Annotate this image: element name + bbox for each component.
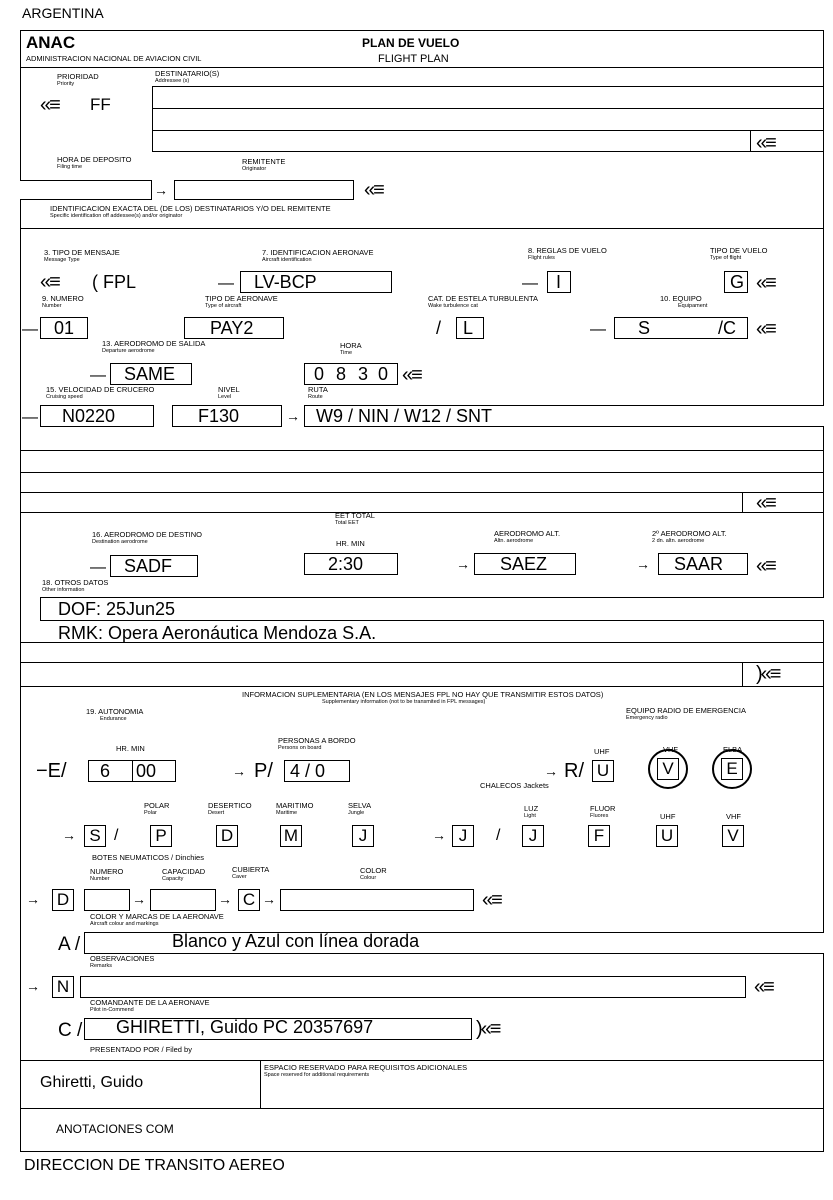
dash: — [90,367,106,384]
route-line [20,492,824,493]
divider [260,1060,261,1108]
arrow-right-icon: → [218,891,232,907]
dinghy-number-field[interactable] [84,889,130,911]
wake-turbulence-label: CAT. DE ESTELA TURBULENTA Wake turbulence cat [428,294,539,309]
arrow-right-icon: → [636,556,650,572]
slash: / [436,318,442,338]
chevron-equals-icon: «≡ [40,271,59,293]
arrow-right-icon: → [62,827,76,843]
priority-label: PRIORIDAD Priority [57,72,99,87]
desert-label: DESERTICO Desert [208,801,252,816]
desert-box[interactable]: D [216,825,238,847]
other-info-line1: DOF: 25Jun25 [58,599,176,619]
chevron-equals-icon: «≡ [40,94,59,116]
arrow-right-icon: → [154,182,168,198]
dash: — [590,321,606,338]
filing-time-field[interactable] [20,180,152,200]
dinghy-capacity-label: CAPACIDAD Capacity [162,867,206,882]
other-line [20,662,824,663]
priority-value: FF [90,95,111,114]
divider [20,67,824,68]
endurance-prefix: −E/ [36,760,67,782]
maritime-label: MARITIMO Maritime [276,801,314,816]
footer-label: DIRECCION DE TRANSITO AEREO [24,1157,285,1174]
aircraft-id-value: LV-BCP [254,272,317,292]
dash: — [22,409,38,426]
chevron-equals-icon: )«≡ [756,663,780,685]
filed-by-label: PRESENTADO POR / Filed by [90,1045,192,1054]
maritime-box[interactable]: M [280,825,302,847]
dinghies-label: BOTES NEUMATICOS / Dinchies [92,853,204,862]
persons-prefix: P/ [254,760,273,782]
jungle-box[interactable]: J [352,825,374,847]
flight-type-label: TIPO DE VUELO Type of flight [710,246,768,261]
dash: — [522,275,538,292]
divider [20,686,824,687]
other-info-label: 18. OTROS DATOS Other information [42,578,109,593]
dash: — [90,559,106,576]
dinghy-colour-label: COLOR Colour [360,866,387,881]
chevron-equals-icon: «≡ [364,179,383,201]
hrmin-label: HR. MIN [116,744,145,753]
elba-label: ELBA [723,745,743,754]
route-end [742,492,743,512]
eet-value: 2:30 [328,554,364,574]
aircraft-type-label: TIPO DE AERONAVE Type of aircraft [205,294,278,309]
survival-box[interactable]: S [84,825,106,847]
cruising-speed-label: 15. VELOCIDAD DE CRUCERO Cruising speed [46,385,155,400]
chevron-equals-icon: «≡ [756,318,775,340]
endurance-divider [132,760,133,782]
addressee-field[interactable] [152,86,824,152]
jackets-label: CHALECOS Jackets [480,781,549,790]
dash: — [22,321,38,338]
cruising-speed-value: N0220 [62,406,116,426]
time-digit: 0 [314,364,325,384]
specific-id-label: IDENTIFICACION EXACTA DEL (DE LOS) DESTINATARIOS Y/O DEL REMITENTE Specific identification off addessee(s) and/or originator [50,204,331,219]
other-end [742,662,743,686]
equipment-label: 10. EQUIPO Equipament [660,294,708,309]
flight-rules-label: 8. REGLAS DE VUELO Flight rules [528,246,607,261]
radio-uhf-box[interactable]: U [592,760,614,782]
light-label: LUZ Light [524,804,539,819]
slash: / [496,827,501,844]
chevron-equals-icon: «≡ [756,492,775,514]
arrow-right-icon: → [232,763,246,779]
arrow-right-icon: → [286,408,300,424]
chevron-equals-icon: «≡ [402,364,421,386]
destination-value: SADF [124,556,173,576]
form-title-en: FLIGHT PLAN [378,53,449,65]
agency-name: ADMINISTRACION NACIONAL DE AVIACION CIVIL [26,54,202,63]
pic-prefix: C / [58,1020,83,1041]
level-label: NIVEL Level [218,385,240,400]
aircraft-colour-prefix: A / [58,934,81,955]
polar-box[interactable]: P [150,825,172,847]
vhf-jacket-box[interactable]: V [722,825,744,847]
chevron-equals-icon: «≡ [754,976,773,998]
supplementary-header: INFORMACION SUPLEMENTARIA (EN LOS MENSAJES FPL NO HAY QUE TRANSMITIR ESTOS DATOS) Supplementary information (not to be transmited in FPL messages) [242,690,604,705]
vhf-label: VHF [663,745,678,754]
aircraft-id-label: 7. IDENTIFICACION AERONAVE Aircraft identification [262,248,374,263]
message-type-label: 3. TIPO DE MENSAJE Message Type [44,248,120,263]
endurance-label: 19. AUTONOMIA Endurance [86,707,144,722]
equipment-value-2: /C [718,318,736,338]
eet-total-label: EET TOTAL Total EET [335,511,375,526]
polar-label: POLAR Polar [144,801,170,816]
fluores-box[interactable]: F [588,825,610,847]
vhf-jacket-label: VHF [726,812,741,821]
arrow-right-icon: → [544,763,558,779]
arrow-right-icon: → [26,978,40,994]
agency-abbr: ANAC [26,33,76,52]
divider [20,1060,824,1061]
slash: / [114,827,119,844]
route-label: RUTA Route [308,385,328,400]
time-label: HORA Time [340,341,362,356]
country-label: ARGENTINA [22,5,104,21]
remarks-field[interactable] [80,976,746,998]
originator-label: REMITENTE Originator [242,157,286,172]
addressee-end [750,130,751,152]
form-title: PLAN DE VUELO [362,36,460,50]
chevron-equals-icon: «≡ [482,889,501,911]
time-digit: 3 [358,364,369,384]
filed-by-value: Ghiretti, Guido [40,1074,144,1091]
pic-label: COMANDANTE DE LA AERONAVE Pilot in-Commend [90,998,210,1013]
divider [20,228,824,229]
persons-label: PERSONAS A BORDO Persons on board [278,736,356,751]
radio-prefix: R/ [564,760,584,782]
reserved-label: ESPACIO RESERVADO PARA REQUISITOS ADICIONALES Space reserved for additional requirements [264,1063,468,1078]
divider [20,1108,824,1109]
addressee-line [152,108,824,109]
chevron-equals-icon: )«≡ [476,1018,500,1040]
arrow-right-icon: → [26,891,40,907]
number-value: 01 [54,318,75,338]
arrow-right-icon: → [432,827,446,843]
com-notes-label: ANOTACIONES COM [56,1122,174,1136]
wake-turbulence-value: L [463,318,474,338]
arrow-right-icon: → [262,891,276,907]
number-label: 9. NUMERO Number [42,294,84,309]
chevron-equals-icon: «≡ [756,132,775,154]
arrow-right-icon: → [132,891,146,907]
dinghy-capacity-field[interactable] [150,889,216,911]
alternate-label: AERODROMO ALT. Altn. aerodrome [494,529,561,544]
endurance-hr: 6 [100,761,111,781]
dinghy-cover-label: CUBIERTA Caver [232,865,270,880]
uhf-label: UHF [594,747,610,756]
originator-field[interactable] [174,180,354,200]
light-box[interactable]: J [522,825,544,847]
addressee-line [152,130,824,131]
route-line [20,450,824,451]
alternate-value: SAEZ [500,554,548,574]
time-digit: 8 [336,364,347,384]
uhf-jacket-label: UHF [660,812,676,821]
departure-label: 13. AERODROMO DE SALIDA Departure aerodrome [102,339,206,354]
other-info-line2: RMK: Opera Aeronáutica Mendoza S.A. [58,623,377,643]
endurance-min: 00 [136,761,157,781]
filing-time-label: HORA DE DEPOSITO Filing time [57,155,132,170]
dinghy-cover-box[interactable]: C [238,889,260,911]
route-value: W9 / NIN / W12 / SNT [316,406,493,426]
dinghy-colour-field[interactable] [280,889,474,911]
pic-value: GHIRETTI, Guido PC 20357697 [116,1017,374,1037]
radio-elba-box[interactable]: E [721,758,743,780]
alternate2-value: SAAR [674,554,724,574]
dash: — [218,275,234,292]
aircraft-type-value: PAY2 [210,318,254,338]
equipment-value: S [638,318,651,338]
remarks-box[interactable]: N [52,976,74,998]
route-line [20,472,824,473]
destination-label: 16. AERODROMO DE DESTINO Destination aerodrome [92,530,203,545]
emergency-radio-label: EQUIPO RADIO DE EMERGENCIA Emergency radio [626,706,747,721]
flight-rules-value: I [556,272,562,292]
chevron-equals-icon: «≡ [756,555,775,577]
uhf-jacket-box[interactable]: U [656,825,678,847]
level-value: F130 [198,406,240,426]
fluores-label: FLUOR Fluores [590,804,616,819]
dinghy-box[interactable]: D [52,889,74,911]
time-digit: 0 [378,364,389,384]
message-type-value: ( FPL [92,272,137,292]
departure-value: SAME [124,364,176,384]
remarks-label: OBSERVACIONES Remarks [90,954,155,969]
arrow-right-icon: → [456,556,470,572]
radio-vhf-box[interactable]: V [657,758,679,780]
aircraft-colour-label: COLOR Y MARCAS DE LA AERONAVE Aircraft colour and markings [90,912,224,927]
aircraft-colour-value: Blanco y Azul con línea dorada [172,931,420,951]
jackets-box[interactable]: J [452,825,474,847]
alternate2-label: 2º AERODROMO ALT. 2 dn. altn. aerodrome [652,529,727,544]
jungle-label: SELVA Jungle [348,801,372,816]
flight-type-value: G [730,272,745,292]
route-line [20,512,824,513]
dinghy-number-label: NUMERO Number [90,867,124,882]
hrmin-label: HR. MIN [336,539,365,548]
chevron-equals-icon: «≡ [756,272,775,294]
persons-value: 4 / 0 [290,761,326,781]
addressee-label: DESTINATARIO(S) Addressee (s) [155,69,220,84]
